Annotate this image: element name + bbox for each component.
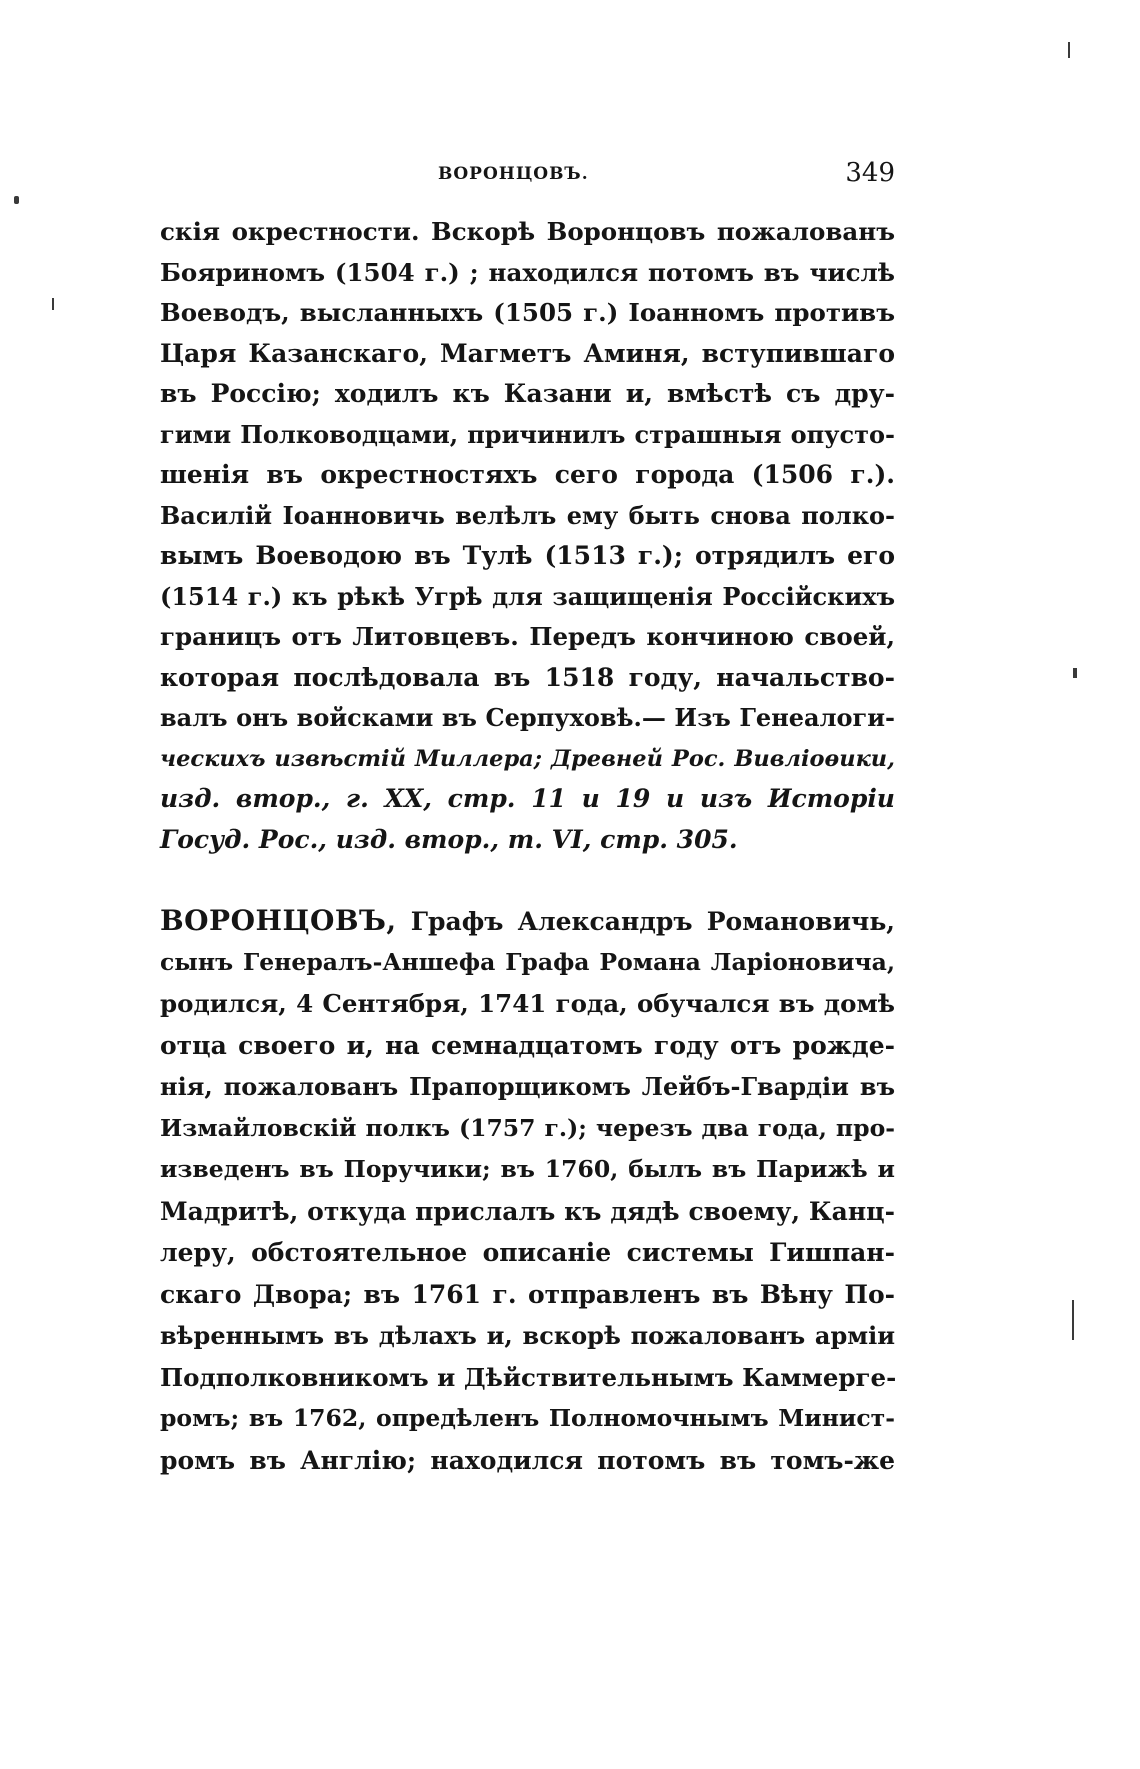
text-line: Василій Іоанновичь велѣлъ ему быть снова полко- xyxy=(160,500,895,530)
text-line: отца своего и, на семнадцатомъ году отъ рожде- xyxy=(160,1030,895,1060)
text-line: границъ отъ Литовцевъ. Передъ кончиною своей, xyxy=(160,622,895,651)
entry-first-line xyxy=(160,900,895,942)
text-line: изведенъ въ Поручики; въ 1760, былъ въ Парижѣ и xyxy=(160,1155,895,1183)
text-line: валъ онъ войсками въ Серпуховѣ.— Изъ Генеалоги- xyxy=(160,703,895,732)
entry-vorontsov-alexander xyxy=(160,900,895,1481)
text-line: леру, обстоятельное описаніе системы Гишпан- xyxy=(160,1238,895,1267)
text-line: (1514 г.) къ рѣкѣ Угрѣ для защищенія Россійскихъ xyxy=(160,581,895,611)
running-head: ВОРОНЦОВЪ. xyxy=(438,164,589,184)
text-line: скія окрестности. Вскорѣ Воронцовъ пожалованъ xyxy=(160,217,895,246)
text-line: ромъ въ Англію; находился потомъ въ томъ-же xyxy=(160,1445,895,1475)
scan-speck xyxy=(1073,668,1077,678)
text-line: Бояриномъ (1504 г.) ; находился потомъ въ числѣ xyxy=(160,257,895,287)
text-line: вѣреннымъ въ дѣлахъ и, вскорѣ пожалованъ арміи xyxy=(160,1321,895,1350)
scan-speck xyxy=(52,298,54,310)
text-line: вымъ Воеводою въ Тулѣ (1513 г.); отрядилъ его xyxy=(160,541,895,570)
text-line: Подполковникомъ и Дѣйствительнымъ Каммерге- xyxy=(160,1362,897,1392)
text-line: нія, пожалованъ Прапорщикомъ Лейбъ-Гвардіи въ xyxy=(160,1072,895,1101)
entry-first-line-text: Графъ Александръ Романовичь, xyxy=(396,907,895,936)
text-line: родился, 4 Сентября, 1741 года, обучался въ домѣ xyxy=(160,989,895,1018)
text-line: Измайловскій полкъ (1757 г.); черезъ два года, про- xyxy=(160,1113,895,1142)
scan-speck xyxy=(14,196,19,204)
text-line: Царя Казанскаго, Магметъ Аминя, вступившаго xyxy=(160,338,895,368)
source-citation-line: ческихъ извѣстій Миллера; Древней Рос. Вивліоѳики, xyxy=(160,745,895,772)
text-line: шенія въ окрестностяхъ сего города (1506 г.). xyxy=(160,460,895,489)
scan-speck xyxy=(1068,42,1070,58)
text-line: Воеводъ, высланныхъ (1505 г.) Іоанномъ противъ xyxy=(160,298,895,327)
source-citation-line: Госуд. Рос., изд. втор., т. VI, стр. 305. xyxy=(160,824,738,854)
text-line: сынъ Генералъ-Аншефа Графа Романа Ларіоновича, xyxy=(160,947,895,976)
scan-speck xyxy=(1072,1300,1074,1340)
text-line: Мадритѣ, откуда прислалъ къ дядѣ своему, Канц- xyxy=(160,1196,895,1226)
text-line: гими Полководцами, причинилъ страшныя опусто- xyxy=(160,419,895,449)
text-line: въ Россію; ходилъ къ Казани и, вмѣстѣ съ дру- xyxy=(160,379,895,408)
page-header xyxy=(160,158,895,198)
text-line: скаго Двора; въ 1761 г. отправленъ въ Вѣну По- xyxy=(160,1279,895,1309)
text-line: которая послѣдовала въ 1518 году, начальство- xyxy=(160,662,895,692)
entry-headword: ВОРОНЦОВЪ, xyxy=(160,904,397,937)
source-citation-line: изд. втор., г. XX, стр. 11 и 19 и изъ Исторіи xyxy=(160,784,895,813)
text-line: ромъ; въ 1762, опредѣленъ Полномочнымъ Минист- xyxy=(160,1404,895,1432)
entry-continuation xyxy=(160,212,895,860)
page-number: 349 xyxy=(845,158,895,188)
